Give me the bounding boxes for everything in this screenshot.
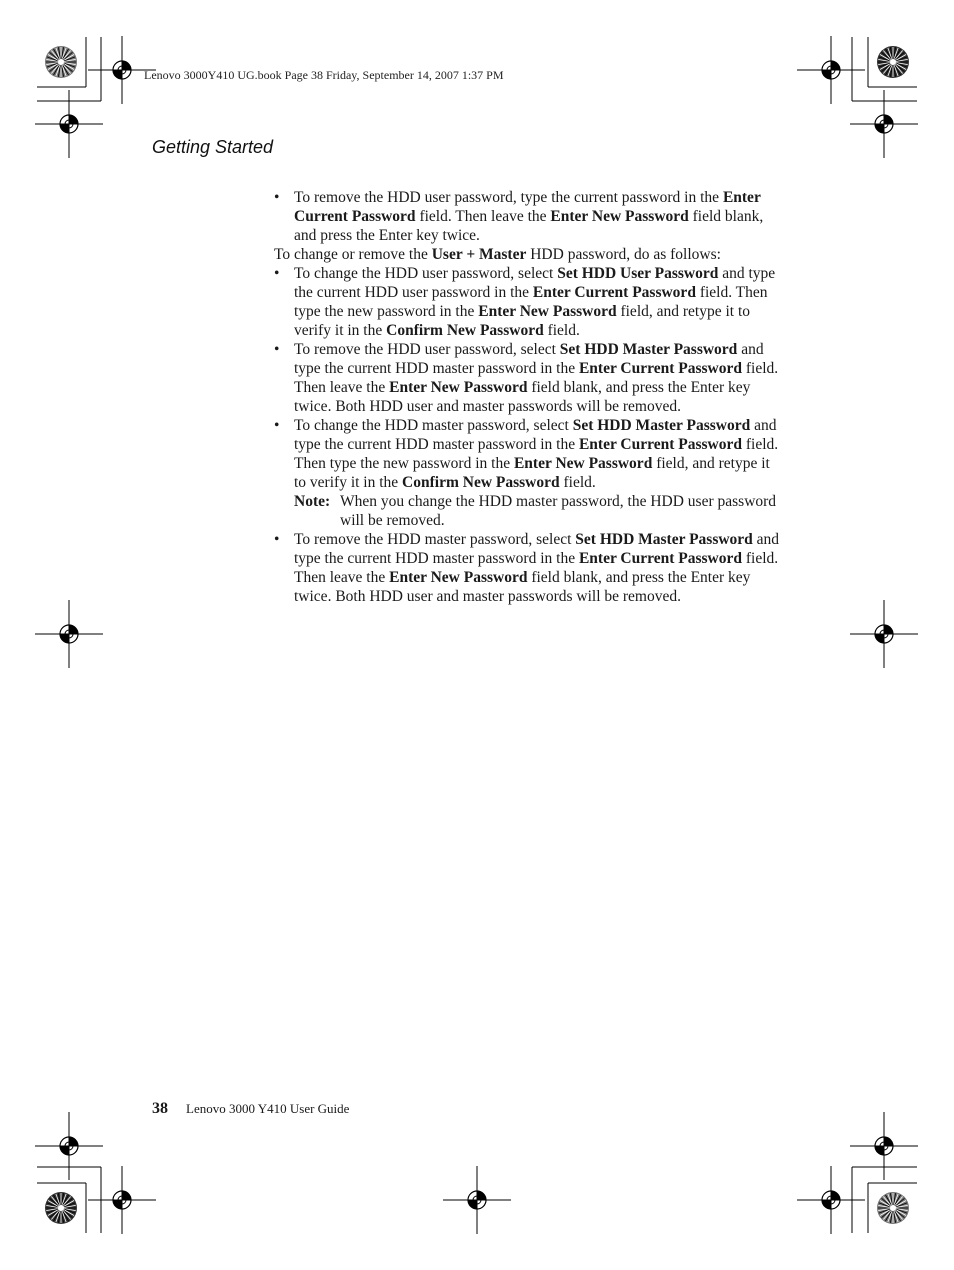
list-item: • To remove the HDD user password, type the current password in the Enter Current Password field. Then leave the Enter New Password field blank, and press the Enter key twice. [274,189,764,244]
note [274,492,784,530]
list-item: • To change the HDD user password, select Set HDD User Password and type the current HDD user password in the Enter Current Password field. Then type the new password in the Enter New Password field, and retype it to verify it in the Confirm New Password field. [274,265,776,339]
book-title: Lenovo 3000 Y410 User Guide [186,1101,350,1116]
page-number: 38 [152,1100,168,1117]
note-label: Note: [294,493,331,510]
bullet-icon: • [274,265,280,282]
bullet-icon: • [274,341,280,358]
page-footer [152,1100,349,1118]
list-item: • To remove the HDD master password, select Set HDD Master Password and type the current HDD master password in the Enter Current Password field. Then leave the Enter New Password field blank, and press the Enter key twice. Both HDD user and master passwords will be removed. [274,531,780,605]
bullet-icon: • [274,189,280,206]
section-title: Getting Started [152,137,274,157]
intro-paragraph: To change or remove the User + Master HDD password, do as follows: [274,246,721,263]
bullet-icon: • [274,417,280,434]
print-slug: Lenovo 3000Y410 UG.book Page 38 Friday, September 14, 2007 1:37 PM [144,68,504,82]
note-text: When you change the HDD master password, the HDD user password will be removed. [340,493,777,529]
list-item: • To remove the HDD user password, select Set HDD Master Password and type the current HDD master password in the Enter Current Password field. Then leave the Enter New Password field blank, and press the Enter key twice. Both HDD user and master passwords will be removed. [274,341,779,415]
list-item: • To change the HDD master password, select Set HDD Master Password and type the current HDD master password in the Enter Current Password field. Then type the new password in the Enter New Password field, and retype it to verify it in the Confirm New Password field. [274,417,779,491]
page-content [274,188,784,606]
bullet-icon: • [274,531,280,548]
